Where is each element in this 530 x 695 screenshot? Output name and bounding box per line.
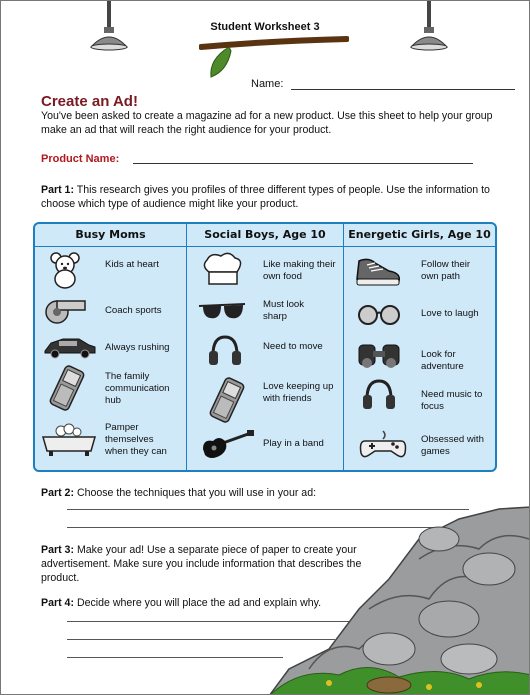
trait-text: Follow their own path [421,259,471,282]
chef-hat-icon [199,250,245,290]
part4-text: Decide where you will place the ad and explain why. [76,597,322,609]
intro-text: You've been asked to create a magazine ad for a new product. Use this sheet to help your group make an ad that will reach the right audience for your product. [41,110,493,136]
trait-text: The family communication hub [105,371,170,406]
column-divider [343,222,344,472]
column-divider [186,222,187,472]
car-icon [41,335,97,359]
trait-text: Need to move [263,341,323,352]
trait-text: Play in a band [263,438,324,449]
part1-label: Part 1: [41,184,74,196]
part4-answer-line[interactable] [67,657,283,658]
rock-pile-illustration [269,499,530,695]
part3-text: Make your ad! Use a separate piece of paper to create your advertisement. Make sure you include information that describes the product. [41,544,362,584]
page-heading: Create an Ad! [41,93,138,110]
worksheet-title: Student Worksheet 3 [210,21,320,33]
trait-text: Love to laugh [421,308,479,319]
sunglasses-icon [197,298,247,324]
column-header-energetic-girls: Energetic Girls, Age 10 [348,228,491,241]
hanging-lamp-icon [79,1,139,71]
part3-label: Part 3: [41,544,74,556]
headphones-icon [207,333,243,369]
glasses-icon [355,301,403,327]
part4-label: Part 4: [41,597,74,609]
part2-text: Choose the techniques that you will use in your ad: [76,487,317,499]
column-header-social-boys: Social Boys, Age 10 [204,228,326,241]
binoculars-icon [355,339,403,369]
product-name-input-line[interactable] [133,163,473,164]
header-divider [33,246,497,247]
trait-text: Must look sharp [263,299,305,322]
trait-text: Obsessed with games [421,434,484,457]
sneaker-icon [353,253,403,289]
bathtub-icon [39,421,99,459]
trait-text: Like making their own food [263,259,336,282]
trait-text: Always rushing [105,342,170,353]
part2-label: Part 2: [41,487,74,499]
part1-instructions [41,183,491,211]
cell-phone-icon [47,365,87,411]
hanging-lamp-icon [399,1,459,71]
product-name-label: Product Name: [41,153,120,165]
name-label: Name: [251,78,284,90]
part1-text: This research gives you profiles of three different types of people. Use the information to choose which type of audience might like your product. [41,184,490,210]
trait-text: Love keeping up with friends [263,381,334,404]
part2-instructions [41,486,491,500]
name-input-line[interactable] [291,89,515,90]
trait-text: Pamper themselves when they can [105,422,167,457]
trait-text: Look for adventure [421,349,464,372]
guitar-icon [199,429,255,461]
headphones-icon [361,377,397,413]
cell-phone-icon [207,377,247,423]
game-controller-icon [357,429,409,461]
whistle-icon [43,295,89,325]
teddy-bear-icon [45,251,85,289]
column-header-busy-moms: Busy Moms [75,228,146,241]
trait-text: Kids at heart [105,259,159,270]
trait-text: Coach sports [105,305,162,316]
trait-text: Need music to focus [421,389,483,412]
